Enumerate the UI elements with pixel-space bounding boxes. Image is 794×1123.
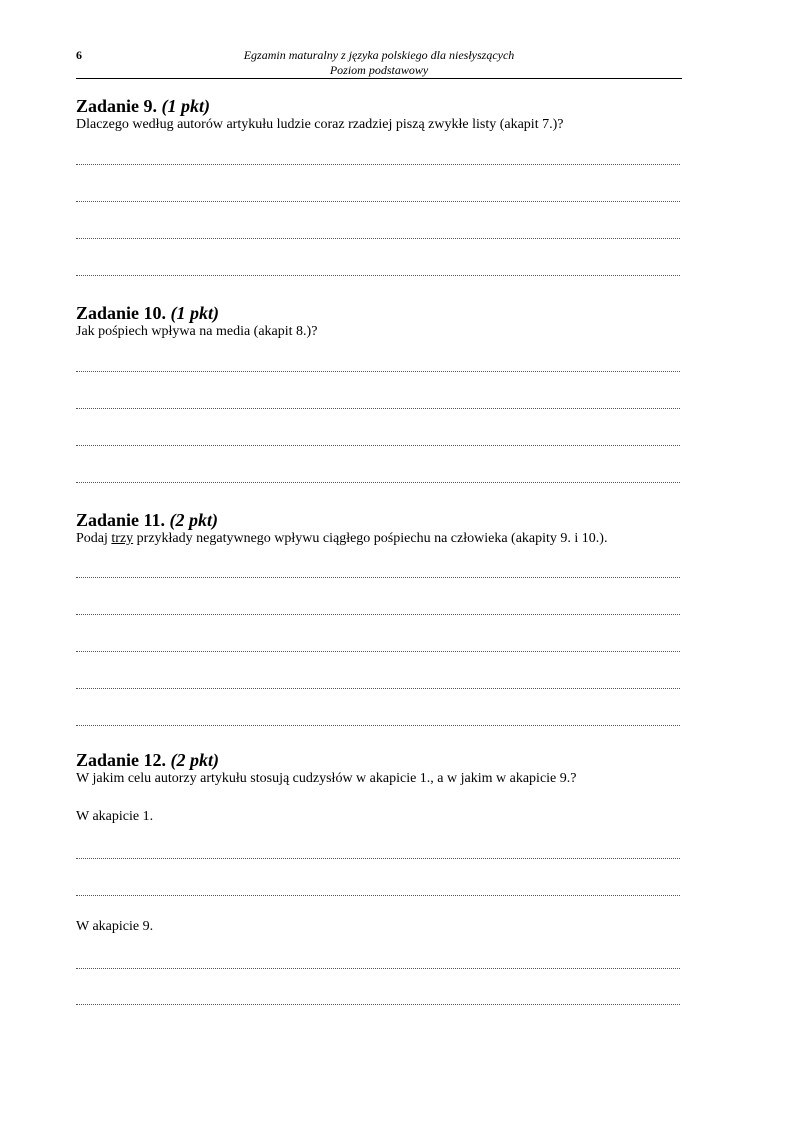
answer-line[interactable] <box>76 1004 680 1005</box>
task-12-question: W jakim celu autorzy artykułu stosują cudzysłów w akapicie 1., a w jakim w akapicie 9.? <box>76 771 577 786</box>
answer-line[interactable] <box>76 275 680 276</box>
answer-line[interactable] <box>76 688 680 689</box>
task-9-title: Zadanie 9. (1 pkt) <box>76 96 211 116</box>
task-10-question: Jak pośpiech wpływa na media (akapit 8.)? <box>76 324 318 339</box>
task-9-points: (1 pkt) <box>161 96 211 116</box>
task-12 <box>76 750 696 787</box>
answer-line[interactable] <box>76 164 680 165</box>
task-11-emphasis: trzy <box>111 531 134 546</box>
answer-line[interactable] <box>76 371 680 372</box>
task-10 <box>76 303 696 340</box>
page-header <box>76 48 682 78</box>
answer-line[interactable] <box>76 651 680 652</box>
task-12-title: Zadanie 12. (2 pkt) <box>76 750 220 770</box>
task-11 <box>76 510 696 547</box>
task-11-title: Zadanie 11. (2 pkt) <box>76 510 219 530</box>
page-number: 6 <box>76 48 82 62</box>
task-12-points: (2 pkt) <box>170 750 220 770</box>
task-10-points: (1 pkt) <box>170 303 220 323</box>
answer-line[interactable] <box>76 968 680 969</box>
answer-line[interactable] <box>76 408 680 409</box>
header-rule <box>76 78 682 79</box>
answer-line[interactable] <box>76 725 680 726</box>
answer-line[interactable] <box>76 482 680 483</box>
answer-line[interactable] <box>76 577 680 578</box>
task-11-question: Podaj trzy przykłady negatywnego wpływu ciągłego pośpiechu na człowieka (akapity 9. i 10.). <box>76 531 608 546</box>
sub-label-akapit-1: W akapicie 1. <box>76 809 154 824</box>
exam-level: Poziom podstawowy <box>329 63 429 77</box>
answer-line[interactable] <box>76 895 680 896</box>
answer-line[interactable] <box>76 445 680 446</box>
task-9 <box>76 96 696 133</box>
answer-line[interactable] <box>76 858 680 859</box>
answer-line[interactable] <box>76 238 680 239</box>
task-9-question: Dlaczego według autorów artykułu ludzie coraz rzadziej piszą zwykłe listy (akapit 7.)? <box>76 117 564 132</box>
task-10-title: Zadanie 10. (1 pkt) <box>76 303 220 323</box>
exam-title: Egzamin maturalny z języka polskiego dla niesłyszących <box>243 48 515 62</box>
task-11-points: (2 pkt) <box>169 510 219 530</box>
sub-label-akapit-9: W akapicie 9. <box>76 919 154 934</box>
answer-line[interactable] <box>76 201 680 202</box>
answer-line[interactable] <box>76 614 680 615</box>
